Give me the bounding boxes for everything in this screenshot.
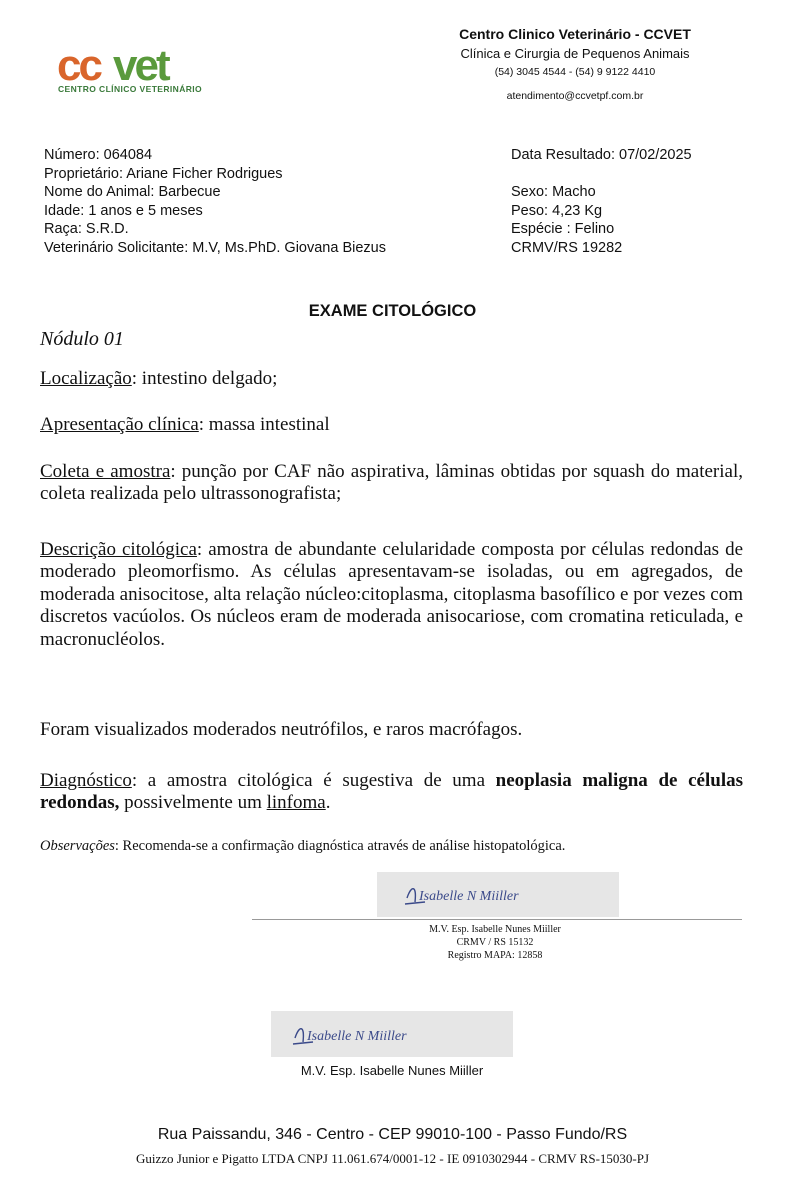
signature-image-2 (271, 1011, 513, 1057)
clinic-email[interactable]: atendimento@ccvetpf.com.br (506, 90, 644, 102)
owner: Proprietário: Ariane Ficher Rodrigues (44, 165, 283, 182)
signature-image-1 (377, 872, 619, 917)
sig1-crmv: CRMV / RS 15132 (456, 937, 534, 948)
description-label: Descrição citológica (40, 539, 197, 560)
patient-info-right (511, 146, 692, 257)
presentation-label: Apresentação clínica (40, 414, 199, 435)
vet-crmv: CRMV/RS 19282 (511, 239, 623, 256)
diagnosis-end: . (325, 792, 331, 814)
cytology-description-section (40, 539, 743, 651)
location-text: : intestino delgado; (131, 368, 278, 389)
sig1-mapa: Registro MAPA: 12858 (447, 950, 543, 961)
animal-name: Nome do Animal: Barbecue (44, 184, 221, 200)
nodule-label: Nódulo 01 (40, 328, 124, 350)
sig1-name: M.V. Esp. Isabelle Nunes Miiller (429, 924, 561, 935)
sig2-text: Isabelle N Miiller (307, 1029, 407, 1044)
svg-text:vet: vet (113, 41, 168, 90)
diagnosis-label: Diagnóstico (40, 770, 132, 791)
observations (40, 838, 565, 855)
clinic-name: Centro Clinico Veterinário - CCVET (459, 26, 691, 42)
diagnosis-lymphoma: linfoma (266, 792, 326, 814)
requesting-vet: Veterinário Solicitante: M.V, Ms.PhD. Giovana Biezus (44, 239, 386, 256)
observations-label: Observações (40, 838, 115, 854)
diagnosis-bold: neoplasia maligna de células redondas, (40, 770, 744, 814)
neutrophils-note: Foram visualizados moderados neutrófilos, e raros macrófagos. (40, 719, 523, 740)
signature-scribble-icon (271, 1011, 513, 1057)
presentation-text: : massa intestinal (198, 414, 330, 435)
exam-number: Número: 064084 (44, 147, 153, 163)
location-section (40, 368, 743, 390)
diagnosis-section (40, 770, 743, 815)
clinic-header (420, 20, 730, 102)
patient-info-left (44, 146, 386, 257)
signature-scribble-icon (377, 872, 619, 917)
sig2-name: M.V. Esp. Isabelle Nunes Miiller (300, 1063, 484, 1078)
animal-species: Espécie : Felino (511, 221, 615, 237)
signature-line (252, 919, 742, 920)
description-text: : amostra de abundante celularidade composta por células redondas de moderado pleomorfismo. As células apresentavam-se isoladas, ou em agregados, de moderada anisocitose, alta relação núcleo:citoplasma, citoplasma basofílico e por vezes com discretos vacúolos. Os núcleos eram de moderada anisocariose, com cromatina reticulada, e macronucléolos. (40, 539, 743, 650)
footer-address: Rua Paissandu, 346 - Centro - CEP 99010-100 - Passo Fundo/RS (157, 1126, 628, 1143)
svg-text:cc: cc (57, 41, 100, 90)
result-date: Data Resultado: 07/02/2025 (511, 147, 692, 163)
clinic-subtitle: Clínica e Cirurgia de Pequenos Animais (460, 46, 690, 61)
logo-subtitle: CENTRO CLÍNICO VETERINÁRIO (58, 84, 203, 94)
diagnosis-text-pre: : a amostra citológica é sugestiva de uma (131, 770, 496, 791)
report-title: EXAME CITOLÓGICO (308, 302, 477, 320)
animal-sex: Sexo: Macho (511, 184, 596, 200)
collection-section (40, 461, 743, 506)
clinical-presentation-section (40, 414, 743, 436)
sig1-text: Isabelle N Miiller (419, 889, 519, 904)
footer-company: Guizzo Junior e Pigatto LTDA CNPJ 11.061.674/0001-12 - IE 0910302944 - CRMV RS-15030-PJ (135, 1151, 650, 1166)
collection-text: : punção por CAF não aspirativa, lâminas obtidas por squash do material, coleta realizada pelo ultrassonografista; (40, 461, 743, 505)
collection-label: Coleta e amostra (40, 461, 171, 482)
animal-breed: Raça: S.R.D. (44, 221, 129, 237)
animal-weight: Peso: 4,23 Kg (511, 202, 603, 219)
clinic-phones: (54) 3045 4544 - (54) 9 9122 4410 (494, 66, 656, 78)
observations-text: : Recomenda-se a confirmação diagnóstica através de análise histopatológica. (114, 838, 566, 854)
animal-age: Idade: 1 anos e 5 meses (44, 202, 203, 219)
location-label: Localização (40, 368, 132, 389)
signature-block-1 (345, 923, 645, 962)
diagnosis-text-mid: possivelmente um (119, 792, 267, 814)
